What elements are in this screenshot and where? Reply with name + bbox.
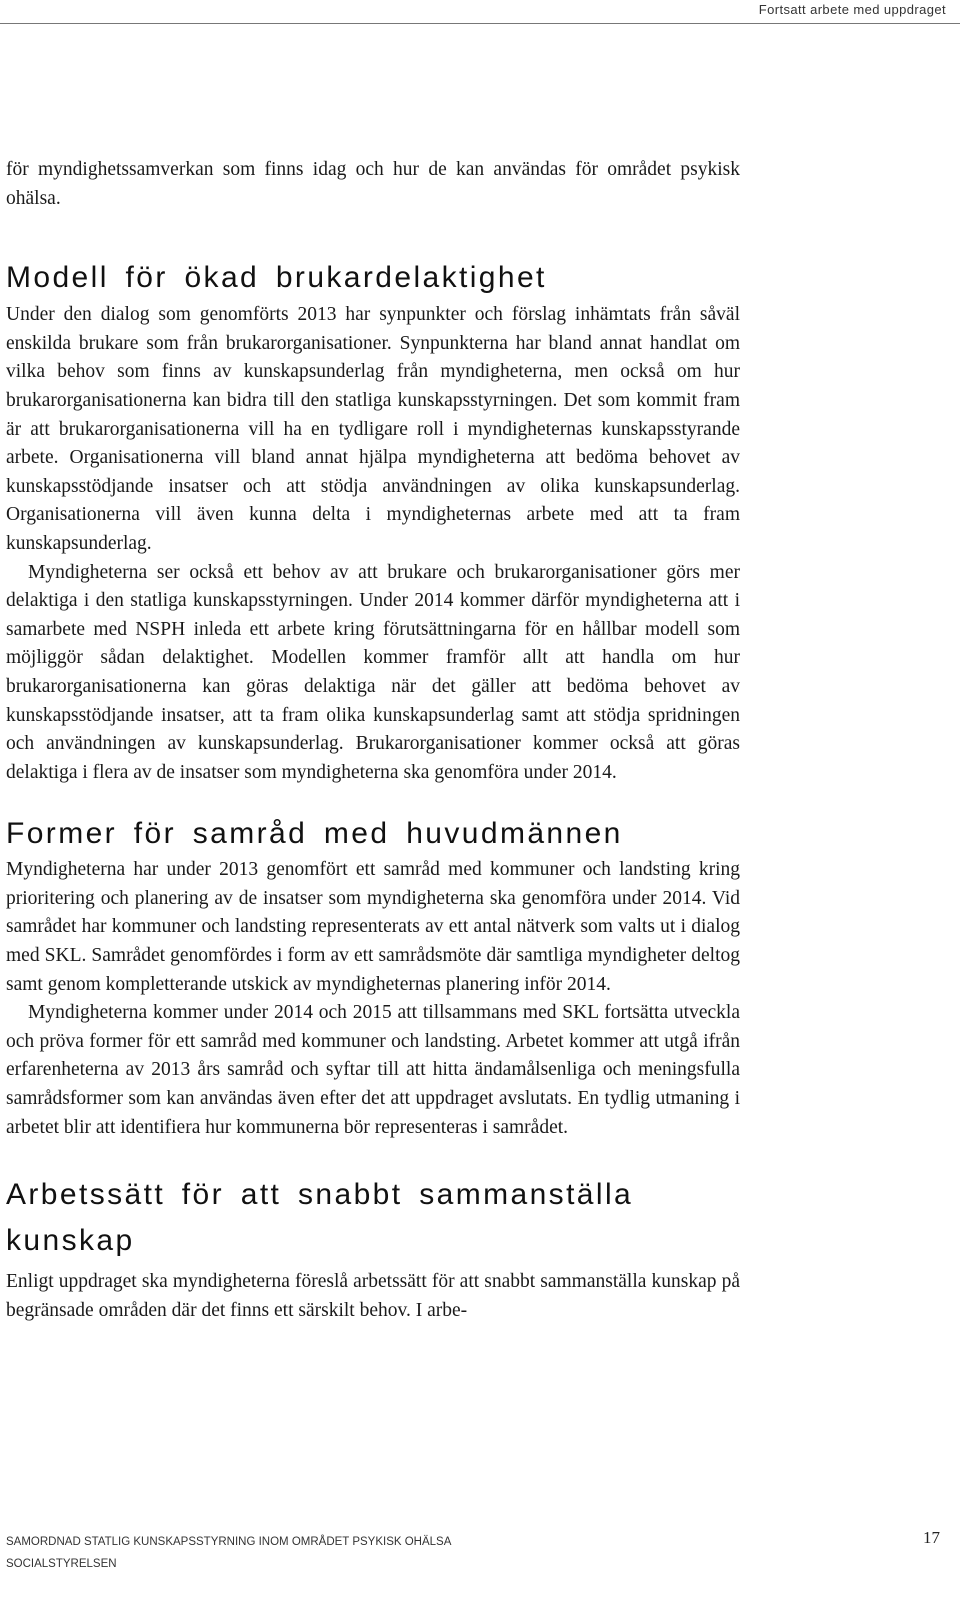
page-body [6,156,740,1325]
footer-publisher: SOCIALSTYRELSEN [6,1558,117,1570]
footer-report-title: SAMORDNAD STATLIG KUNSKAPSSTYRNING INOM OMRÅDET PSYKISK OHÄLSA [6,1536,452,1548]
section-heading: Arbetssätt för att snabbt sammanställa kunskap [6,1178,634,1258]
section-samrad [6,817,740,1142]
body-paragraph: Myndigheterna har under 2013 genomfört ett samråd med kommuner och landsting kring prioritering och planering av de insatser som myndigheterna ska genomföra under 2014. Vid samrådet har kommuner och landsting representerats av ett antal nätverk som valts ut i dialog med SKL. Samrådet genomfördes i form av ett samrådsmöte där samtliga myndigheter deltog samt genom kompletterande utskick av myndigheternas planering inför 2014. [6,859,740,995]
section-arbetssatt [6,1172,740,1325]
page-number: 17 [923,1528,940,1547]
body-paragraph: Under den dialog som genomförts 2013 har synpunkter och förslag inhämtats från såväl enskilda brukare som från brukarorganisationer. Synpunkterna har bland annat handlat om vilka behov som finns av kunskapsunderlag från myndigheterna, men också om hur brukarorganisationerna kan bidra till den statliga kunskapsstyrningen. Det som kommit fram är att brukarorganisationerna vill ha en tydligare roll i myndigheternas kunskapsstyrande arbete. Organisationerna vill bland annat hjälpa myndigheterna att bedöma behovet av kunskapsstödjande insatser och att stödja användningen av olika kunskapsunderlag. Organisationerna vill även kunna delta i myndigheternas arbete med att ta fram kunskapsunderlag. [6,304,740,554]
running-title: Fortsatt arbete med uppdraget [758,2,946,17]
header-rule [0,23,960,24]
page-footer [6,1528,940,1575]
intro-paragraph: för myndighetssamverkan som finns idag och hur de kan användas för området psykisk ohälsa. [6,159,740,209]
body-paragraph: Myndigheterna kommer under 2014 och 2015 att tillsammans med SKL fortsätta utveckla och pröva former för ett samråd med kommuner och landsting. Arbetet kommer att utgå ifrån erfarenheterna av 2013 års samråd och syftar till att hitta ändamålsenliga och meningsfulla samrådsformer som kan användas även efter det att uppdraget avslutats. En tydlig utmaning i arbetet blir att identifiera hur kommunerna bör representeras i samrådet. [6,1002,740,1138]
section-heading: Modell för ökad brukardelaktighet [6,261,547,295]
body-paragraph: Myndigheterna ser också ett behov av att brukare och brukarorganisationer görs mer delaktiga i den statliga kunskapsstyrningen. Under 2014 kommer därför myndigheterna att i samarbete med NSPH inleda ett arbete kring förutsättningarna för en hållbar modell som möjliggör sådan delaktighet. Modellen kommer framför allt att handla om hur brukarorganisationerna kan göras delaktiga när det gäller att bedöma behovet av kunskapsstödjande insatser, att ta fram olika kunskapsunderlag samt att stödja spridningen och användningen av kunskapsunderlag. Brukarorganisationer kommer också att göras delaktiga i flera av de insatser som myndigheterna ska genomföra under 2014. [6,561,740,783]
section-brukardelaktighet [6,261,740,787]
body-paragraph: Enligt uppdraget ska myndigheterna föreslå arbetssätt för att snabbt sammanställa kunskap på begränsade områden där det finns ett särskilt behov. I arbe- [6,1271,740,1321]
section-heading: Former för samråd med huvudmännen [6,817,623,851]
